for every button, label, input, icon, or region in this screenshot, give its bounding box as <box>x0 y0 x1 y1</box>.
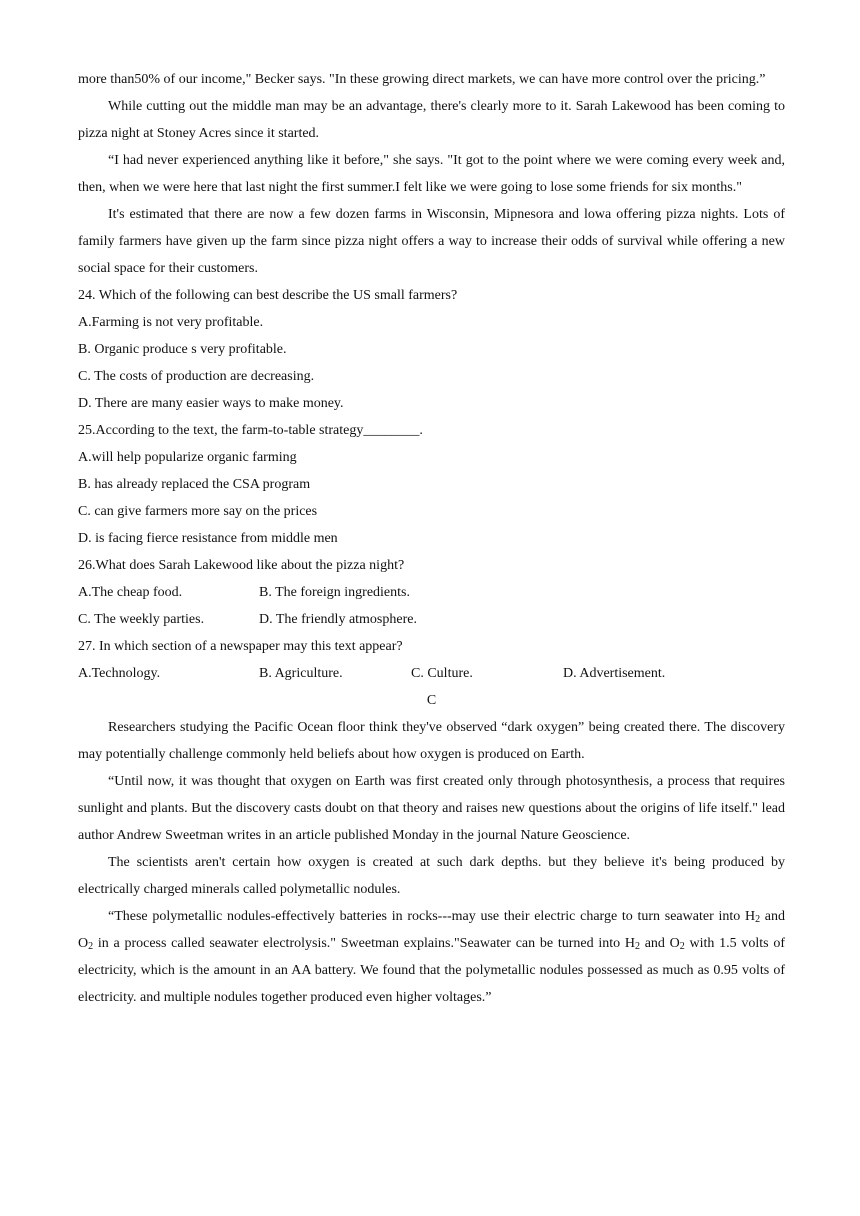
question-26 <box>78 552 785 633</box>
paragraph-b-continued: more than50% of our income," Becker says. "In these growing direct markets, we can have more control over the pricing.” <box>78 72 766 87</box>
option-d: D. Advertisement. <box>563 666 666 681</box>
section-heading-c: C <box>426 693 437 708</box>
options-row <box>78 606 785 633</box>
paragraph-c-electrolysis <box>78 903 785 1011</box>
option-a: A.Farming is not very profitable. <box>78 315 264 330</box>
option-b: B. Organic produce s very profitable. <box>78 342 287 357</box>
options-row <box>78 579 785 606</box>
paragraph-c-dark-oxygen: Researchers studying the Pacific Ocean floor think they've observed “dark oxygen” being created there. The discovery may potentially challenge commonly held beliefs about how oxygen is produced on Earth. <box>78 720 785 762</box>
option-c: C. The costs of production are decreasing. <box>78 369 315 384</box>
text-segment: and O <box>78 909 785 951</box>
option-d: D. The friendly atmosphere. <box>259 612 417 627</box>
option-c: C. Culture. <box>411 666 473 681</box>
subscript: 2 <box>634 941 640 952</box>
question-25 <box>78 417 785 552</box>
option-a: A.will help popularize organic farming <box>78 450 297 465</box>
subscript: 2 <box>679 941 685 952</box>
option-a: A.Technology. <box>78 666 161 681</box>
option-b: B. Agriculture. <box>259 666 343 681</box>
option-c: C. can give farmers more say on the prices <box>78 504 318 519</box>
options-row <box>78 660 785 687</box>
subscript: 2 <box>755 914 761 925</box>
text-segment: and O <box>639 936 680 951</box>
paragraph-c-nodules: The scientists aren't certain how oxygen is created at such dark depths. but they believe it's being produced by electrically charged minerals called polymetallic nodules. <box>78 855 785 897</box>
option-b: B. The foreign ingredients. <box>259 585 410 600</box>
option-d: D. is facing fierce resistance from middle men <box>78 531 338 546</box>
text-segment: “These polymetallic nodules-effectively batteries in rocks---may use their electric charge to turn seawater into H <box>108 909 756 924</box>
question-27 <box>78 633 785 687</box>
document-page <box>78 66 785 1011</box>
question-24 <box>78 282 785 417</box>
paragraph-b-middle-man: While cutting out the middle man may be an advantage, there's clearly more to it. Sarah Lakewood has been coming to pizza night at Stoney Acres since it started. <box>78 99 785 141</box>
option-b: B. has already replaced the CSA program <box>78 477 311 492</box>
option-d: D. There are many easier ways to make money. <box>78 396 344 411</box>
option-c: C. The weekly parties. <box>78 612 205 627</box>
question-stem: 24. Which of the following can best describe the US small farmers? <box>78 288 458 303</box>
paragraph-c-sweetman-quote: “Until now, it was thought that oxygen on Earth was first created only through photosynthesis, a process that requires sunlight and plants. But the discovery casts doubt on that theory and raises new questions about the origins of life itself." lead author Andrew Sweetman writes in an article published Monday in the journal Nature Geoscience. <box>78 774 785 843</box>
text-segment: in a process called seawater electrolysis." Sweetman explains."Seawater can be turned into H <box>93 936 635 951</box>
question-stem: 26.What does Sarah Lakewood like about the pizza night? <box>78 558 405 573</box>
paragraph-b-estimate: It's estimated that there are now a few dozen farms in Wisconsin, Mipnesora and lowa offering pizza nights. Lots of family farmers have given up the farm since pizza night offers a way to increase their odds of survival while offering a new social space for their customers. <box>78 207 785 276</box>
option-a: A.The cheap food. <box>78 585 183 600</box>
text-segment: with 1.5 volts of electricity, which is the amount in an AA battery. We found that the polymetallic nodules possessed as much as 0.95 volts of electricity. and multiple nodules together produced even higher voltages.” <box>78 936 785 1005</box>
subscript: 2 <box>88 941 94 952</box>
question-stem: 25.According to the text, the farm-to-table strategy________. <box>78 423 423 438</box>
question-stem: 27. In which section of a newspaper may this text appear? <box>78 639 403 654</box>
paragraph-b-quote-lakewood: “I had never experienced anything like it before," she says. "It got to the point where we were coming every week and, then, when we were here that last night the first summer.I felt like we were going to lose some friends for six months." <box>78 153 785 195</box>
